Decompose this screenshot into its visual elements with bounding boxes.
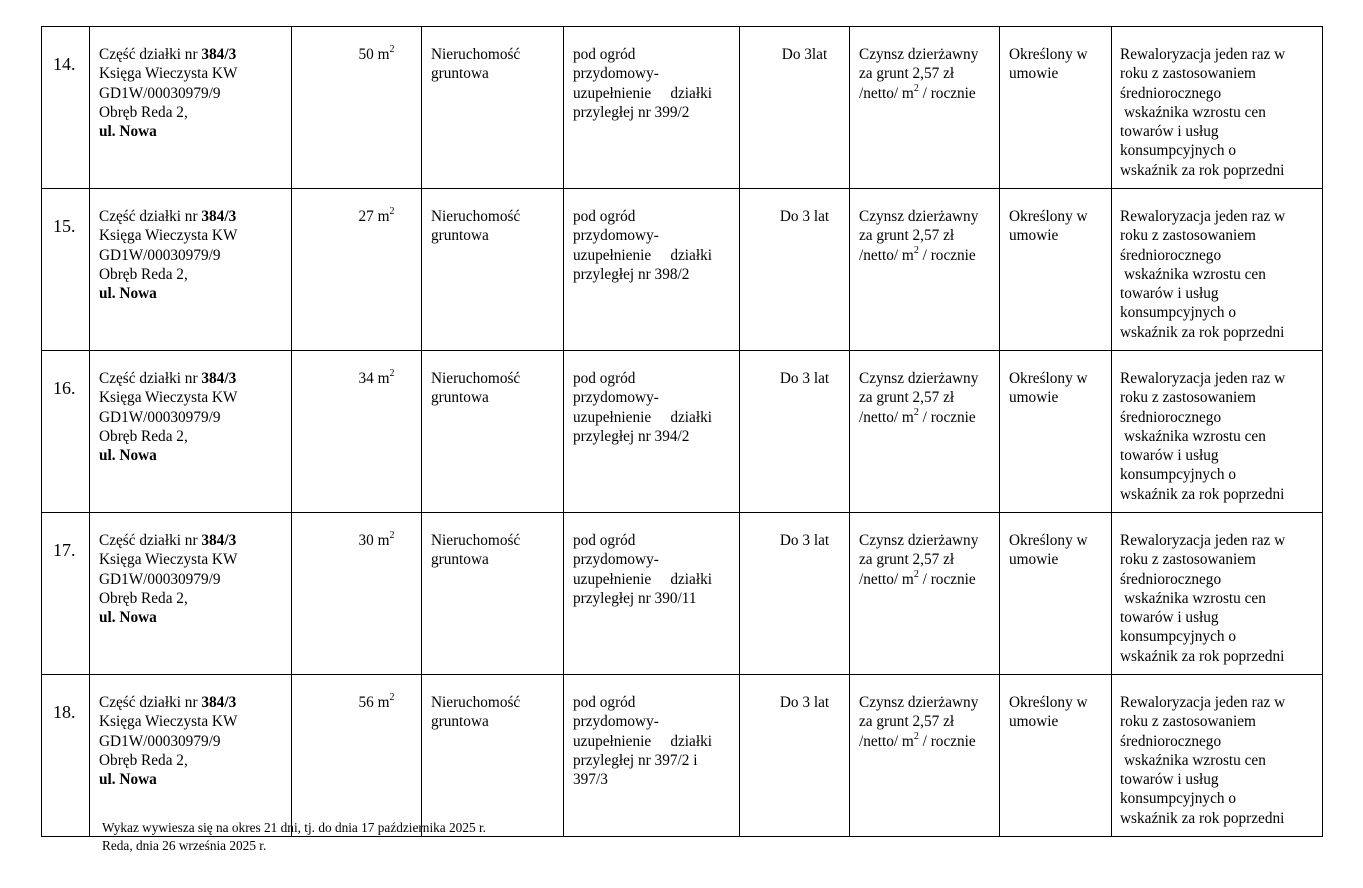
rent-cell xyxy=(850,27,1000,189)
property-type-cell xyxy=(422,189,564,351)
revaluation-line: Rewaloryzacja jeden raz w xyxy=(1120,208,1286,225)
revaluation-cell xyxy=(1112,675,1323,837)
rent-frequency: / rocznie xyxy=(918,570,976,588)
rent-unit: /netto/ m xyxy=(859,732,914,750)
rent-line: Czynsz dzierżawny xyxy=(859,208,979,225)
payment-terms-cell xyxy=(1000,189,1112,351)
purpose-line: 397/3 xyxy=(573,771,608,789)
revaluation-line: towarów i usług xyxy=(1120,771,1219,789)
rent-line: za grunt 2,57 zł xyxy=(859,551,955,569)
property-listing-table xyxy=(41,26,1323,837)
precinct: Obręb Reda 2, xyxy=(99,427,188,445)
rent-line xyxy=(859,246,993,265)
table-row xyxy=(42,675,1323,837)
revaluation-line: Rewaloryzacja jeden raz w xyxy=(1120,532,1286,549)
land-register-number: GD1W/00030979/9 xyxy=(99,408,221,426)
property-type-line: Nieruchomość xyxy=(431,694,521,711)
purpose-line: uzupełnienie działki xyxy=(573,732,712,750)
table-row xyxy=(42,27,1323,189)
payment-terms-line: umowie xyxy=(1009,227,1059,245)
rent-cell xyxy=(850,189,1000,351)
row-number: 14. xyxy=(53,54,76,74)
precinct: Obręb Reda 2, xyxy=(99,103,188,121)
parcel-line xyxy=(99,369,285,388)
land-register-label: Księga Wieczysta KW xyxy=(99,227,238,245)
area-value: 50 m xyxy=(358,46,390,63)
revaluation-line: towarów i usług xyxy=(1120,123,1219,141)
parcel-cell xyxy=(90,189,292,351)
parcel-cell xyxy=(90,513,292,675)
property-type-cell xyxy=(422,675,564,837)
rent-frequency: / rocznie xyxy=(918,246,976,264)
lease-period: Do 3 lat xyxy=(779,694,830,711)
property-type-line: gruntowa xyxy=(431,65,489,83)
parcel-prefix: Część działki nr xyxy=(99,532,202,549)
row-number-cell xyxy=(42,27,90,189)
revaluation-line: roku z zastosowaniem xyxy=(1120,389,1256,407)
area-cell xyxy=(292,675,422,837)
parcel-line xyxy=(99,207,285,226)
purpose-line: przydomowy- xyxy=(573,713,659,731)
area-exponent: 2 xyxy=(389,367,395,379)
revaluation-line: średniorocznego xyxy=(1120,408,1222,426)
table-body xyxy=(42,27,1323,837)
parcel-prefix: Część działki nr xyxy=(99,208,202,225)
rent-unit-exponent: 2 xyxy=(913,730,919,742)
purpose-line: pod ogród xyxy=(573,208,636,225)
payment-terms-line: Określony w xyxy=(1009,46,1088,63)
row-number: 15. xyxy=(53,216,76,236)
rent-cell xyxy=(850,675,1000,837)
parcel-number: 384/3 xyxy=(201,208,237,225)
rent-line xyxy=(859,84,993,103)
row-number-cell xyxy=(42,189,90,351)
parcel-number: 384/3 xyxy=(201,46,237,63)
property-type-line: gruntowa xyxy=(431,227,489,245)
revaluation-line: wskaźnik za rok poprzedni xyxy=(1120,647,1285,665)
parcel-line xyxy=(99,45,285,64)
revaluation-line: towarów i usług xyxy=(1120,609,1219,627)
revaluation-line: wskaźnik za rok poprzedni xyxy=(1120,323,1285,341)
row-number-cell xyxy=(42,351,90,513)
lease-period: Do 3lat xyxy=(781,46,828,63)
revaluation-line: Rewaloryzacja jeden raz w xyxy=(1120,370,1286,387)
property-type-line: gruntowa xyxy=(431,551,489,569)
parcel-number: 384/3 xyxy=(201,694,237,711)
area-exponent: 2 xyxy=(389,529,395,541)
purpose-line: pod ogród xyxy=(573,532,636,549)
table-row xyxy=(42,351,1323,513)
purpose-line: uzupełnienie działki xyxy=(573,408,712,426)
rent-line xyxy=(859,408,993,427)
land-register-number: GD1W/00030979/9 xyxy=(99,246,221,264)
purpose-line: pod ogród xyxy=(573,694,636,711)
precinct: Obręb Reda 2, xyxy=(99,265,188,283)
rent-unit-exponent: 2 xyxy=(913,406,919,418)
rent-frequency: / rocznie xyxy=(918,408,976,426)
property-type-line: gruntowa xyxy=(431,713,489,731)
street-name: ul. Nowa xyxy=(99,771,157,789)
revaluation-cell xyxy=(1112,27,1323,189)
revaluation-line: konsumpcyjnych o xyxy=(1120,466,1236,484)
property-type-cell xyxy=(422,27,564,189)
revaluation-line: wskaźnik za rok poprzedni xyxy=(1120,161,1285,179)
lease-period-cell xyxy=(740,675,850,837)
purpose-cell xyxy=(564,675,740,837)
payment-terms-line: umowie xyxy=(1009,65,1059,83)
area-value: 56 m xyxy=(358,694,390,711)
purpose-line: przydomowy- xyxy=(573,389,659,407)
revaluation-line: towarów i usług xyxy=(1120,447,1219,465)
lease-period: Do 3 lat xyxy=(779,208,830,225)
parcel-line xyxy=(99,531,285,550)
revaluation-line: konsumpcyjnych o xyxy=(1120,304,1236,322)
purpose-line: uzupełnienie działki xyxy=(573,246,712,264)
revaluation-line: wskaźnika wzrostu cen xyxy=(1124,751,1266,769)
area-cell xyxy=(292,351,422,513)
lease-period: Do 3 lat xyxy=(779,370,830,387)
rent-line: za grunt 2,57 zł xyxy=(859,713,955,731)
payment-terms-line: umowie xyxy=(1009,389,1059,407)
revaluation-line: konsumpcyjnych o xyxy=(1120,790,1236,808)
lease-period-cell xyxy=(740,189,850,351)
land-register-label: Księga Wieczysta KW xyxy=(99,65,238,83)
rent-cell xyxy=(850,351,1000,513)
rent-unit-exponent: 2 xyxy=(913,568,919,580)
purpose-cell xyxy=(564,513,740,675)
area-cell xyxy=(292,189,422,351)
land-register-label: Księga Wieczysta KW xyxy=(99,551,238,569)
parcel-cell xyxy=(90,27,292,189)
rent-cell xyxy=(850,513,1000,675)
rent-line xyxy=(859,732,993,751)
parcel-prefix: Część działki nr xyxy=(99,46,202,63)
payment-terms-line: umowie xyxy=(1009,713,1059,731)
payment-terms-line: Określony w xyxy=(1009,694,1088,711)
table-row xyxy=(42,513,1323,675)
land-register-number: GD1W/00030979/9 xyxy=(99,732,221,750)
table-row xyxy=(42,189,1323,351)
street-name: ul. Nowa xyxy=(99,447,157,465)
payment-terms-cell xyxy=(1000,351,1112,513)
area-exponent: 2 xyxy=(389,691,395,703)
lease-period-cell xyxy=(740,513,850,675)
parcel-number: 384/3 xyxy=(201,532,237,549)
revaluation-line: roku z zastosowaniem xyxy=(1120,551,1256,569)
revaluation-line: wskaźnik za rok poprzedni xyxy=(1120,809,1285,827)
purpose-line: uzupełnienie działki xyxy=(573,84,712,102)
purpose-line: przydomowy- xyxy=(573,551,659,569)
rent-unit-exponent: 2 xyxy=(913,82,919,94)
purpose-line: przyległej nr 397/2 i xyxy=(573,751,698,769)
street-name: ul. Nowa xyxy=(99,285,157,303)
precinct: Obręb Reda 2, xyxy=(99,751,188,769)
revaluation-line: roku z zastosowaniem xyxy=(1120,713,1256,731)
revaluation-line: wskaźnika wzrostu cen xyxy=(1124,265,1266,283)
rent-line xyxy=(859,570,993,589)
revaluation-line: wskaźnika wzrostu cen xyxy=(1124,589,1266,607)
row-number: 18. xyxy=(53,702,76,722)
street-name: ul. Nowa xyxy=(99,609,157,627)
rent-line: za grunt 2,57 zł xyxy=(859,227,955,245)
area-value: 30 m xyxy=(358,532,390,549)
property-type-line: Nieruchomość xyxy=(431,46,521,63)
revaluation-line: towarów i usług xyxy=(1120,285,1219,303)
rent-line: Czynsz dzierżawny xyxy=(859,532,979,549)
payment-terms-line: Określony w xyxy=(1009,532,1088,549)
rent-frequency: / rocznie xyxy=(918,732,976,750)
rent-line: za grunt 2,57 zł xyxy=(859,65,955,83)
revaluation-line: Rewaloryzacja jeden raz w xyxy=(1120,694,1286,711)
place-date-text: Reda, dnia 26 września 2025 r. xyxy=(102,837,267,853)
land-register-number: GD1W/00030979/9 xyxy=(99,570,221,588)
area-cell xyxy=(292,513,422,675)
rent-unit-exponent: 2 xyxy=(913,244,919,256)
parcel-prefix: Część działki nr xyxy=(99,370,202,387)
purpose-cell xyxy=(564,189,740,351)
area-value: 27 m xyxy=(358,208,390,225)
property-type-line: Nieruchomość xyxy=(431,532,521,549)
land-register-number: GD1W/00030979/9 xyxy=(99,84,221,102)
revaluation-line: konsumpcyjnych o xyxy=(1120,142,1236,160)
rent-line: Czynsz dzierżawny xyxy=(859,46,979,63)
rent-unit: /netto/ m xyxy=(859,570,914,588)
area-cell xyxy=(292,27,422,189)
revaluation-line: roku z zastosowaniem xyxy=(1120,65,1256,83)
payment-terms-line: Określony w xyxy=(1009,208,1088,225)
rent-unit: /netto/ m xyxy=(859,84,914,102)
parcel-number: 384/3 xyxy=(201,370,237,387)
purpose-line: przyległej nr 398/2 xyxy=(573,265,690,283)
parcel-cell xyxy=(90,351,292,513)
rent-unit: /netto/ m xyxy=(859,246,914,264)
rent-unit: /netto/ m xyxy=(859,408,914,426)
purpose-line: pod ogród xyxy=(573,370,636,387)
revaluation-line: średniorocznego xyxy=(1120,84,1222,102)
purpose-line: przyległej nr 394/2 xyxy=(573,427,690,445)
area-value: 34 m xyxy=(358,370,390,387)
row-number-cell xyxy=(42,675,90,837)
purpose-cell xyxy=(564,351,740,513)
revaluation-line: konsumpcyjnych o xyxy=(1120,628,1236,646)
revaluation-line: wskaźnika wzrostu cen xyxy=(1124,427,1266,445)
revaluation-cell xyxy=(1112,513,1323,675)
payment-terms-cell xyxy=(1000,675,1112,837)
purpose-line: pod ogród xyxy=(573,46,636,63)
lease-period-cell xyxy=(740,351,850,513)
revaluation-cell xyxy=(1112,189,1323,351)
lease-period: Do 3 lat xyxy=(779,532,830,549)
rent-line: Czynsz dzierżawny xyxy=(859,694,979,711)
purpose-line: przydomowy- xyxy=(573,65,659,83)
property-type-line: Nieruchomość xyxy=(431,208,521,225)
revaluation-line: średniorocznego xyxy=(1120,570,1222,588)
parcel-line xyxy=(99,693,285,712)
area-exponent: 2 xyxy=(389,205,395,217)
revaluation-line: średniorocznego xyxy=(1120,246,1222,264)
purpose-line: uzupełnienie działki xyxy=(573,570,712,588)
payment-terms-line: umowie xyxy=(1009,551,1059,569)
rent-frequency: / rocznie xyxy=(918,84,976,102)
revaluation-cell xyxy=(1112,351,1323,513)
street-name: ul. Nowa xyxy=(99,123,157,141)
property-type-line: Nieruchomość xyxy=(431,370,521,387)
purpose-line: przyległej nr 399/2 xyxy=(573,103,690,121)
row-number: 16. xyxy=(53,378,76,398)
lease-period-cell xyxy=(740,27,850,189)
property-type-cell xyxy=(422,351,564,513)
row-number-cell xyxy=(42,513,90,675)
parcel-prefix: Część działki nr xyxy=(99,694,202,711)
revaluation-line: Rewaloryzacja jeden raz w xyxy=(1120,46,1286,63)
row-number: 17. xyxy=(53,540,76,560)
revaluation-line: średniorocznego xyxy=(1120,732,1222,750)
property-type-line: gruntowa xyxy=(431,389,489,407)
payment-terms-cell xyxy=(1000,513,1112,675)
payment-terms-cell xyxy=(1000,27,1112,189)
land-register-label: Księga Wieczysta KW xyxy=(99,713,238,731)
revaluation-line: roku z zastosowaniem xyxy=(1120,227,1256,245)
purpose-cell xyxy=(564,27,740,189)
purpose-line: przyległej nr 390/11 xyxy=(573,589,697,607)
parcel-cell xyxy=(90,675,292,837)
rent-line: za grunt 2,57 zł xyxy=(859,389,955,407)
property-type-cell xyxy=(422,513,564,675)
payment-terms-line: Określony w xyxy=(1009,370,1088,387)
purpose-line: przydomowy- xyxy=(573,227,659,245)
land-register-label: Księga Wieczysta KW xyxy=(99,389,238,407)
precinct: Obręb Reda 2, xyxy=(99,589,188,607)
revaluation-line: wskaźnik za rok poprzedni xyxy=(1120,485,1285,503)
posting-period-text: Wykaz wywiesza się na okres 21 dni, tj. do dnia 17 października 2025 r. xyxy=(102,820,486,835)
area-exponent: 2 xyxy=(389,43,395,55)
footer-note xyxy=(102,819,486,854)
rent-line: Czynsz dzierżawny xyxy=(859,370,979,387)
revaluation-line: wskaźnika wzrostu cen xyxy=(1124,103,1266,121)
